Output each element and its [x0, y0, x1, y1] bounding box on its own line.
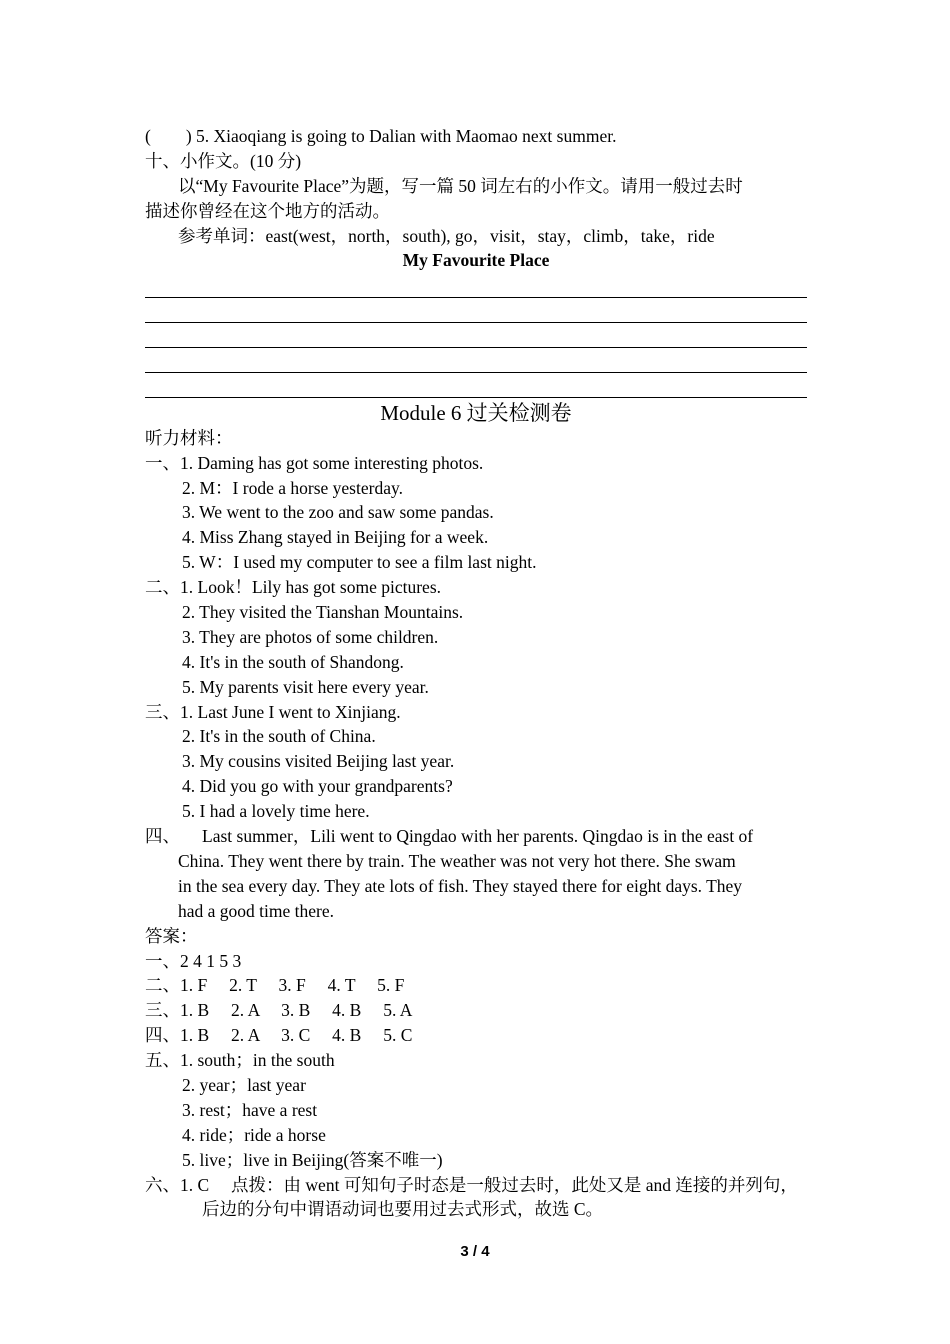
module-title: Module 6 过关检测卷 — [380, 400, 572, 425]
part4-line-3: in the sea every day. They ate lots of fish. They stayed there for eight days. They — [178, 875, 743, 896]
answer-part5-item-4: 4. ride；ride a horse — [182, 1124, 326, 1145]
instruction-line-1: 以“My Favourite Place”为题，写一篇 50 词左右的小作文。请用一般过去时 — [178, 175, 743, 196]
listening-label: 听力材料： — [145, 427, 233, 448]
answers-label: 答案： — [145, 925, 198, 946]
part1-item-1: 一、1. Daming has got some interesting photos. — [145, 452, 484, 473]
writing-line — [145, 298, 807, 323]
reference-words: 参考单词：east(west，north，south), go，visit，stay，climb，take，ride — [178, 225, 715, 246]
answer-part5-item-1: 五、1. south；in the south — [145, 1050, 335, 1071]
part1-item-5: 5. W：I used my computer to see a film last night. — [182, 552, 537, 573]
answer-part4: 四、1. B 2. A 3. C 4. B 5. C — [145, 1025, 413, 1046]
document-page — [145, 124, 807, 1222]
answer-part5-item-2: 2. year；last year — [182, 1074, 306, 1095]
part2-item-1: 二、1. Look！Lily has got some pictures. — [145, 577, 442, 598]
part4-line-4: had a good time there. — [178, 900, 334, 921]
answer-part5-prefix: 五、 — [145, 1050, 180, 1071]
part3-item-4: 4. Did you go with your grandparents? — [182, 776, 453, 797]
part3-item-2: 2. It's in the south of China. — [182, 726, 376, 747]
part4-line-1: 四、 Last summer，Lili went to Qingdao with her parents. Qingdao is in the east of — [145, 824, 807, 849]
instruction-line-2: 描述你曾经在这个地方的活动。 — [145, 200, 390, 221]
answer-part5-item-3: 3. rest；have a rest — [182, 1099, 318, 1120]
part3-item-3: 3. My cousins visited Beijing last year. — [182, 751, 455, 772]
answer-part1: 一、2 4 1 5 3 — [145, 950, 242, 971]
answer-part2: 二、1. F 2. T 3. F 4. T 5. F — [145, 975, 405, 996]
part2-prefix: 二、 — [145, 577, 180, 598]
writing-line — [145, 373, 807, 398]
part2-item-3: 3. They are photos of some children. — [182, 626, 439, 647]
part4-line-2: China. They went there by train. The weather was not very hot there. She swam — [178, 850, 736, 871]
part2-item-2: 2. They visited the Tianshan Mountains. — [182, 602, 464, 623]
part3-item-1: 三、1. Last June I went to Xinjiang. — [145, 701, 401, 722]
essay-title: My Favourite Place — [402, 250, 550, 271]
part4-prefix: 四、 — [145, 826, 180, 847]
heading-composition: 十、小作文。(10 分) — [145, 150, 302, 171]
answer-part6-line-1: 六、1. C 点拨：由 went 可知句子时态是一般过去时，此处又是 and 连接的并列句， — [145, 1174, 798, 1195]
part1-item-3: 3. We went to the zoo and saw some pandas. — [182, 502, 494, 523]
answer-part6-line-2: 后边的分句中谓语动词也要用过去式形式，故选 C。 — [202, 1199, 604, 1220]
part2-item-5: 5. My parents visit here every year. — [182, 676, 429, 697]
answer-part5-item-5: 5. live；live in Beijing(答案不唯一) — [182, 1149, 443, 1170]
page-number: 3 / 4 — [460, 1243, 490, 1260]
part3-prefix: 三、 — [145, 701, 180, 722]
part2-item-4: 4. It's in the south of Shandong. — [182, 651, 404, 672]
question-5: ( ) 5. Xiaoqiang is going to Dalian with Maomao next summer. — [145, 126, 617, 146]
writing-line — [145, 348, 807, 373]
part1-prefix: 一、 — [145, 452, 180, 473]
part1-item-2: 2. M：I rode a horse yesterday. — [182, 477, 403, 498]
answer-part3: 三、1. B 2. A 3. B 4. B 5. A — [145, 1000, 413, 1021]
part3-item-5: 5. I had a lovely time here. — [182, 801, 370, 822]
writing-line — [145, 323, 807, 348]
part1-item-4: 4. Miss Zhang stayed in Beijing for a week. — [182, 527, 489, 548]
writing-line — [145, 273, 807, 298]
